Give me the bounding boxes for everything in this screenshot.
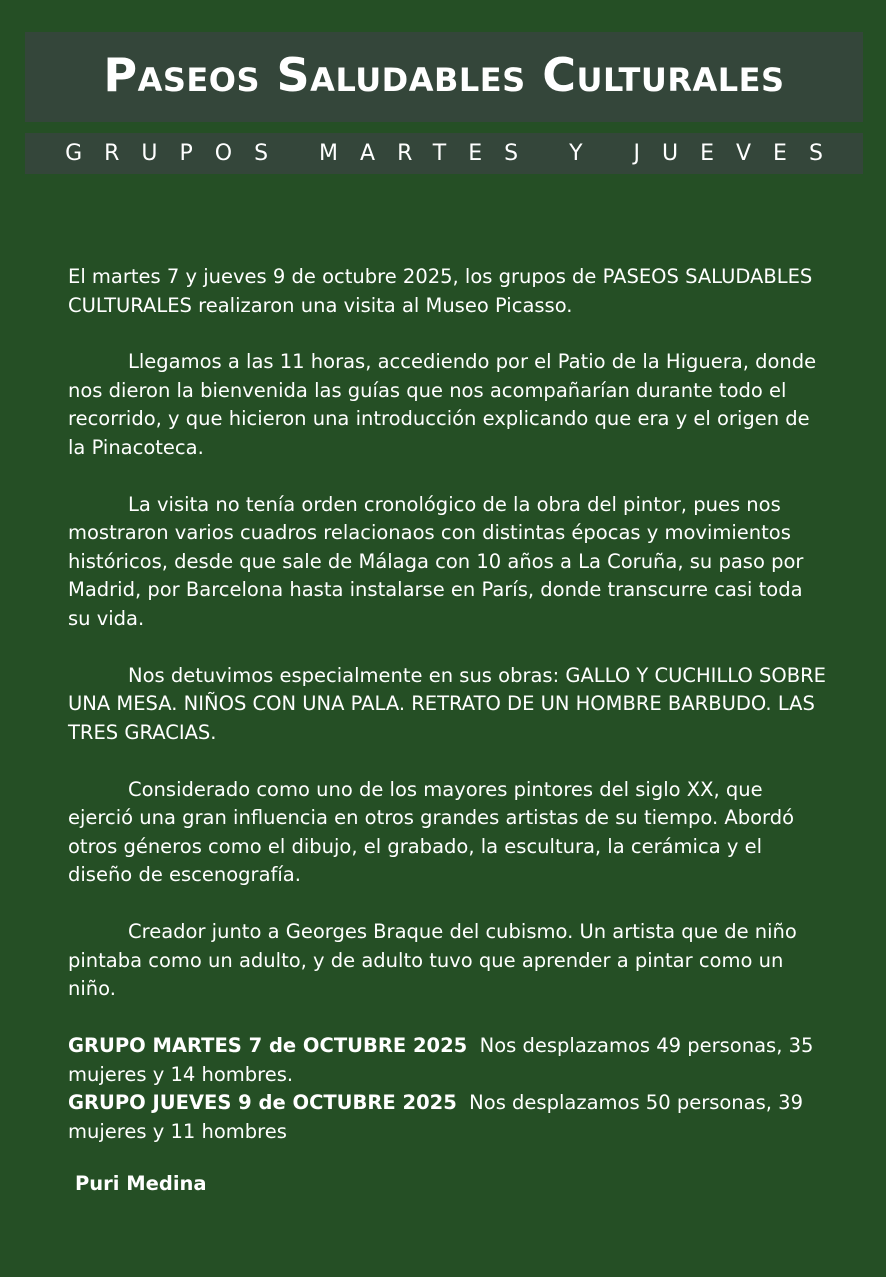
author-signature: Puri Medina bbox=[75, 1172, 207, 1195]
intro-paragraph: El martes 7 y jueves 9 de octubre 2025, los grupos de PASEOS SALUDABLES CULTURALES realizaron una visita al Museo Picasso. bbox=[68, 265, 813, 317]
article-body bbox=[68, 263, 828, 1146]
group-tuesday bbox=[68, 1032, 828, 1089]
visit-paragraph: La visita no tenía orden cronológico de la obra del pintor, pues nos mostraron varios cuadros relacionaos con distintas épocas y movimientos históricos, desde que sale de Málaga con 10 años a La Coruña, su paso por Madrid, por Barcelona hasta instalarse en París, donde transcurre casi toda su vida. bbox=[68, 492, 804, 630]
group-tuesday-text: Nos desplazamos 49 personas, 35 mujeres y 14 hombres. bbox=[68, 1034, 820, 1086]
group-tuesday-label: GRUPO MARTES 7 de OCTUBRE 2025 bbox=[68, 1034, 468, 1057]
subtitle-banner bbox=[25, 133, 863, 174]
influence-paragraph: Considerado como uno de los mayores pintores del siglo XX, que ejerció una gran influencia en otros grandes artistas de su tiempo. Abordó otros géneros como el dibujo, el grabado, la escultura, la cerámica y el diseño de escenografía. bbox=[68, 777, 795, 886]
title-banner bbox=[25, 32, 863, 122]
page-subtitle: GRUPOS MARTES Y JUEVES bbox=[65, 140, 845, 166]
group-thursday-label: GRUPO JUEVES 9 de OCTUBRE 2025 bbox=[68, 1091, 457, 1114]
cubism-paragraph: Creador junto a Georges Braque del cubismo. Un artista que de niño pintaba como un adulto, y de adulto tuvo que aprender a pintar como un niño. bbox=[68, 920, 797, 1000]
arrival-paragraph: Llegamos a las 11 horas, accediendo por el Patio de la Higuera, donde nos dieron la bienvenida las guías que nos acompañarían durante todo el recorrido, y que hicieron una introducción explicando que era y el origen de la Pinacoteca. bbox=[68, 350, 817, 459]
works-paragraph: Nos detuvimos especialmente en sus obras: GALLO Y CUCHILLO SOBRE UNA MESA. NIÑOS CON UNA PALA. RETRATO DE UN HOMBRE BARBUDO. LAS TRES GRACIAS. bbox=[68, 663, 826, 744]
group-attendance bbox=[68, 1032, 828, 1146]
group-thursday-text: Nos desplazamos 50 personas, 39 mujeres y 11 hombres bbox=[68, 1091, 810, 1143]
group-thursday bbox=[68, 1089, 828, 1146]
page-title: Paseos Saludables Culturales bbox=[103, 48, 785, 102]
